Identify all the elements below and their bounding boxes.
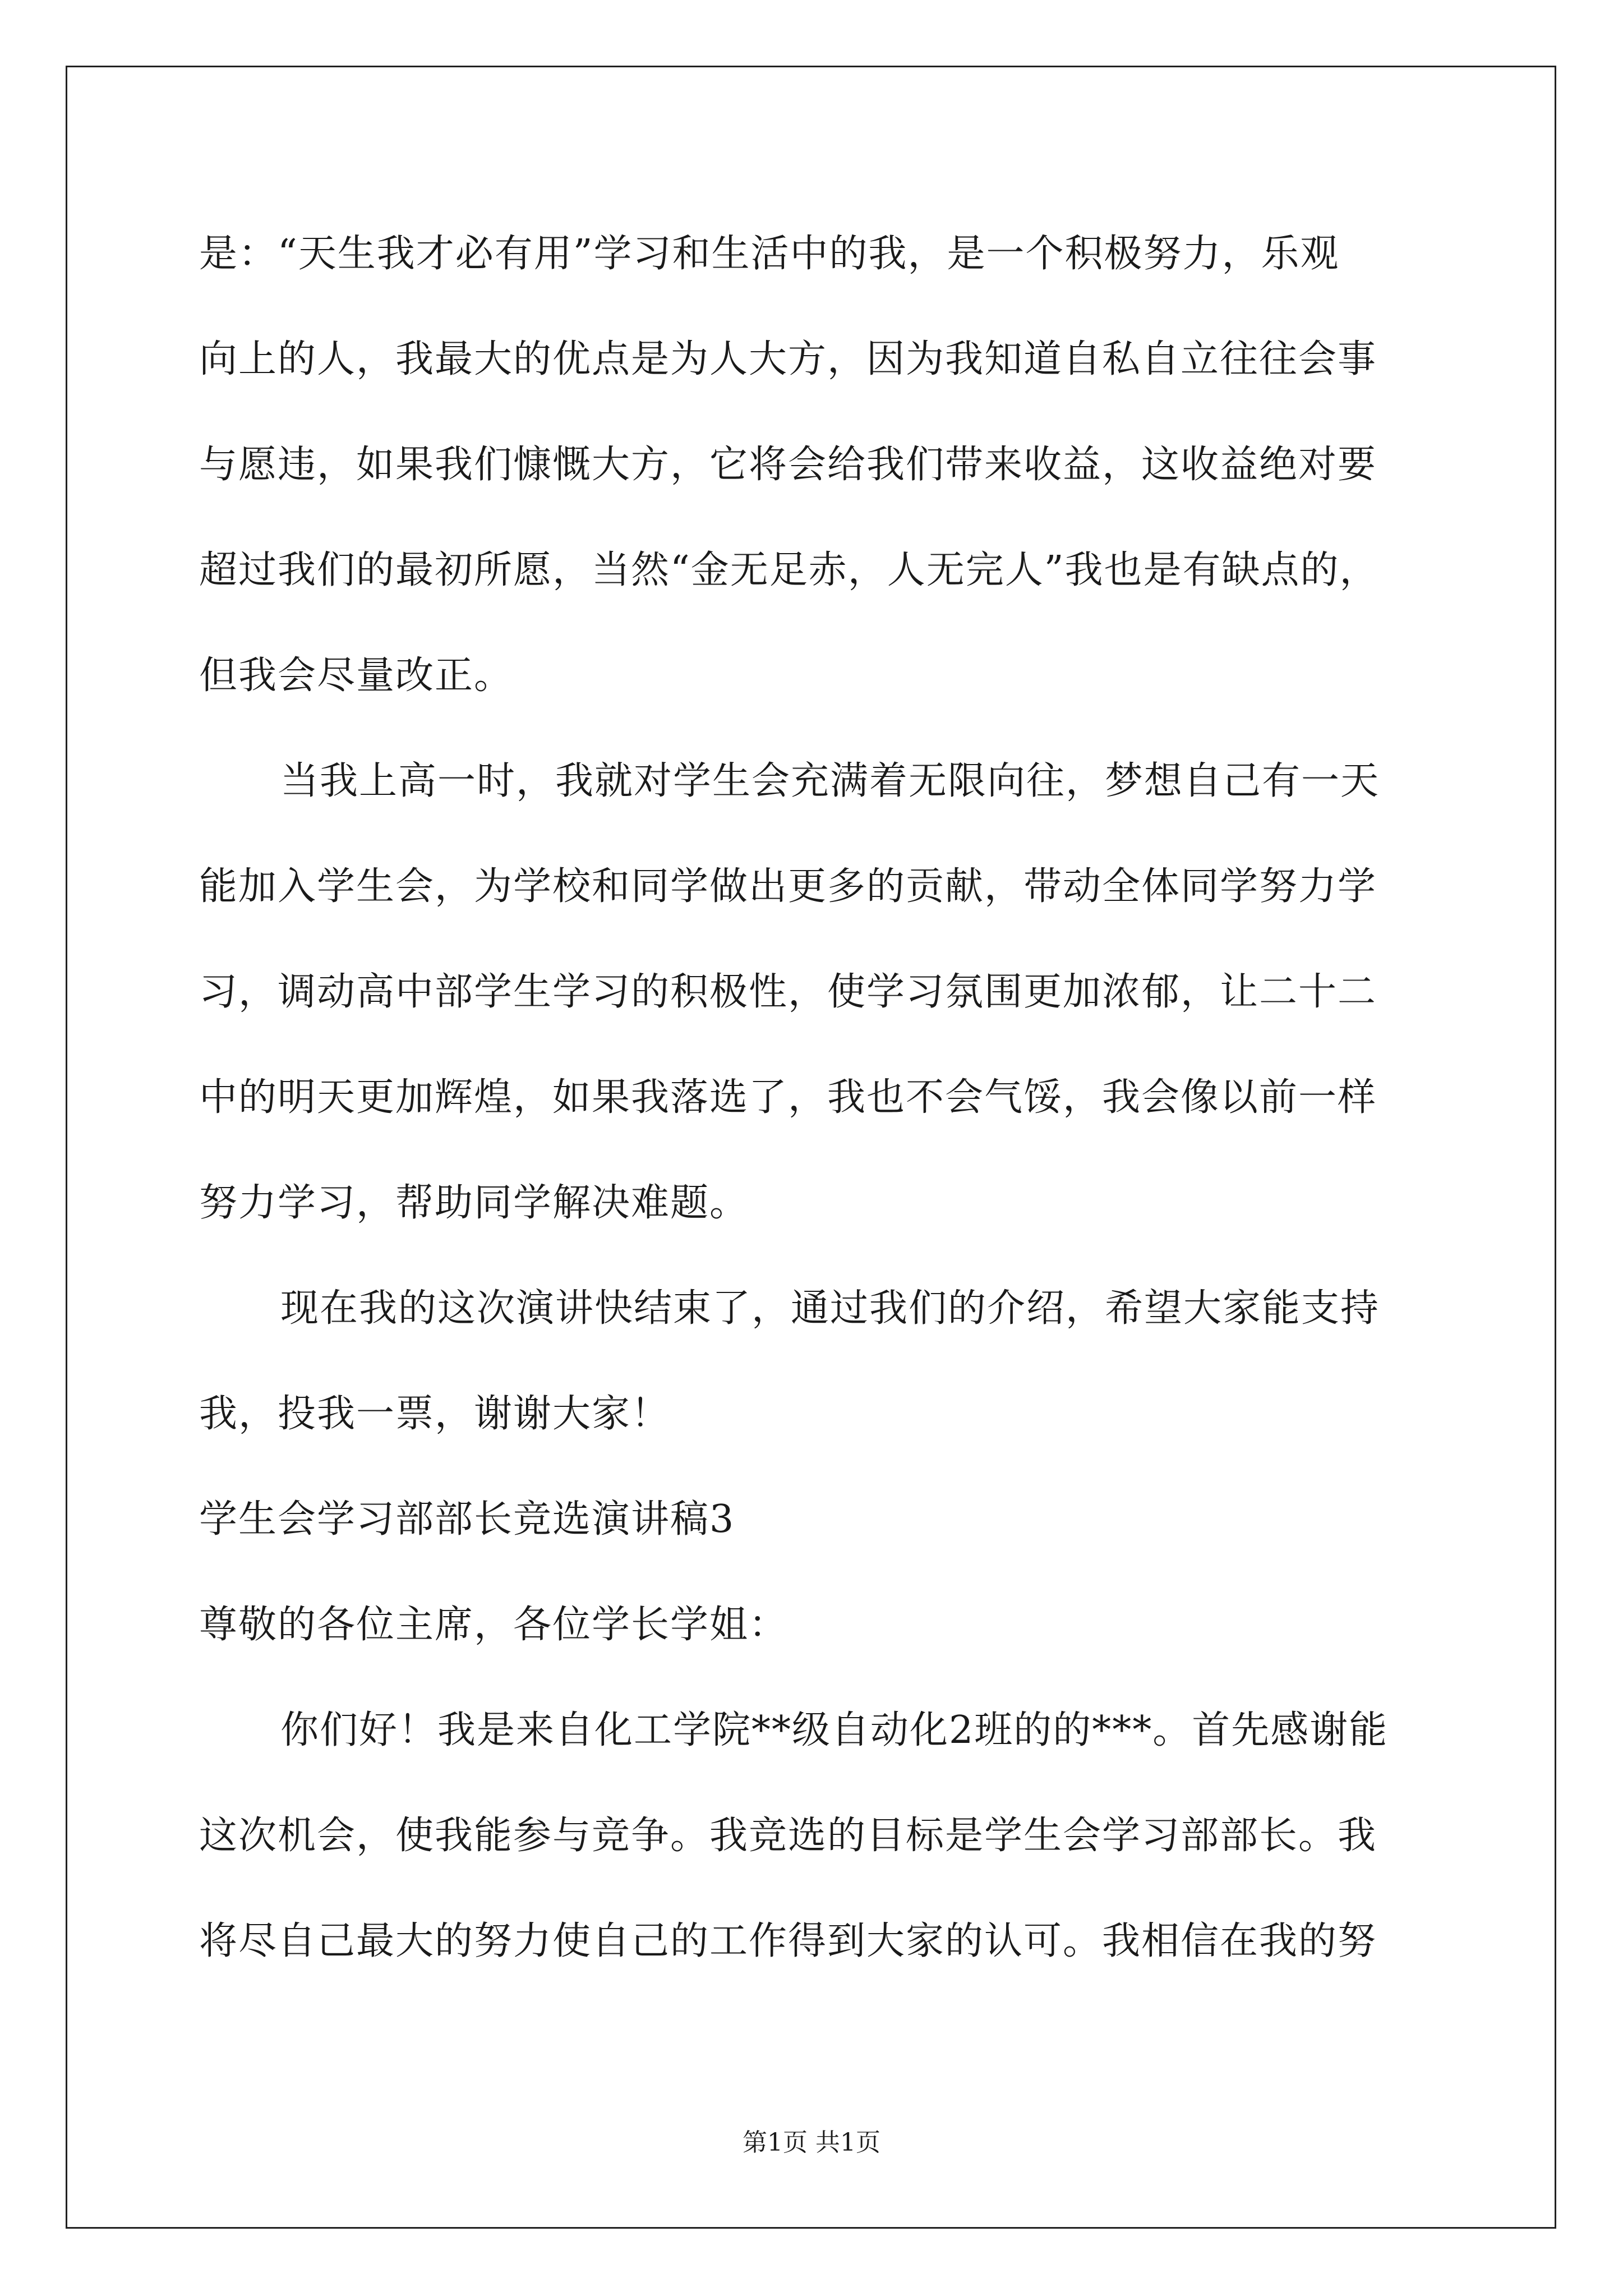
page-border <box>66 66 1556 2229</box>
text-line: 中的明天更加辉煌，如果我落选了，我也不会气馁，我会像以前一样 <box>199 1075 1377 1120</box>
text-line: 能加入学生会，为学校和同学做出更多的贡献，带动全体同学努力学 <box>199 864 1377 909</box>
text-line: 将尽自己最大的努力使自己的工作得到大家的认可。我相信在我的努 <box>199 1919 1377 1963</box>
text-line: 习，调动高中部学生学习的积极性，使学习氛围更加浓郁，让二十二 <box>199 970 1377 1014</box>
salutation: 尊敬的各位主席，各位学长学姐： <box>199 1603 789 1647</box>
page-number-footer: 第1页 共1页 <box>743 2128 880 2157</box>
text-line: 但我会尽量改正。 <box>199 654 514 698</box>
text-line: 是：“天生我才必有用”学习和生活中的我，是一个积极努力，乐观 <box>199 232 1340 276</box>
text-line: 努力学习，帮助同学解决难题。 <box>199 1181 749 1225</box>
text-line: 我，投我一票，谢谢大家！ <box>199 1392 671 1436</box>
paragraph-start-line: 你们好！我是来自化工学院**级自动化2班的的***。首先感谢能 <box>280 1708 1389 1752</box>
text-line: 向上的人，我最大的优点是为人大方，因为我知道自私自立往往会事 <box>199 337 1377 381</box>
paragraph-start-line: 当我上高一时，我就对学生会充满着无限向往，梦想自己有一天 <box>280 759 1380 803</box>
paragraph-start-line: 现在我的这次演讲快结束了，通过我们的介绍，希望大家能支持 <box>280 1286 1380 1331</box>
text-line: 这次机会，使我能参与竞争。我竞选的目标是学生会学习部部长。我 <box>199 1814 1377 1858</box>
text-line: 超过我们的最初所愿，当然“金无足赤，人无完人”我也是有缺点的， <box>199 548 1379 592</box>
section-title: 学生会学习部部长竞选演讲稿3 <box>199 1497 735 1542</box>
text-line: 与愿违，如果我们慷慨大方，它将会给我们带来收益，这收益绝对要 <box>199 443 1377 487</box>
